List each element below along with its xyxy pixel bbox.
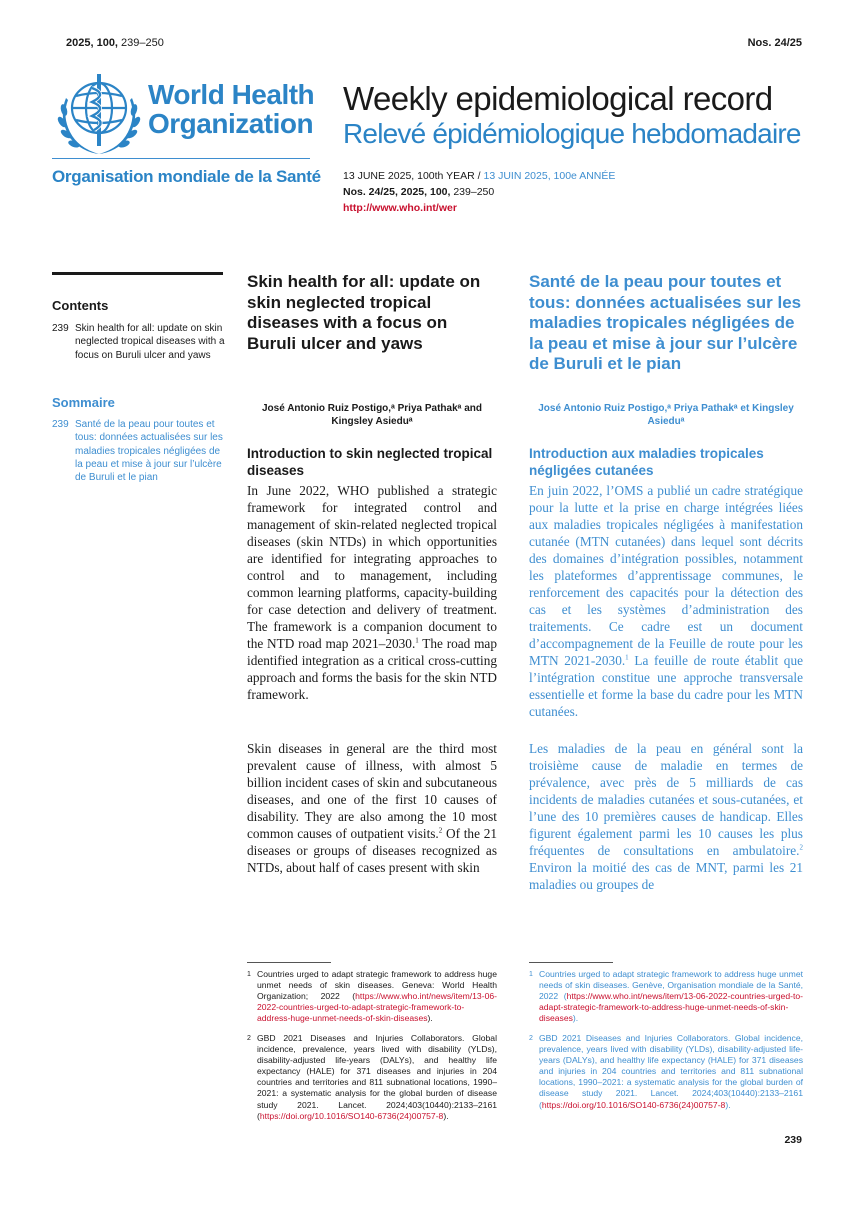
sommaire-item-text: Santé de la peau pour toutes et tous: données actualisées sur les maladies tropicales négligées de la peau et mise à jour sur l’ulcère de Buruli et le pian	[75, 419, 223, 484]
contents-page-number: 239	[52, 323, 69, 334]
footnote-ref-1[interactable]: 1	[415, 636, 419, 645]
footnote-link[interactable]: https://www.who.int/news/item/13-06-2022-countries-urged-to-adapt-strategic-framework-to-address-huge-unmet-needs-of-skin-diseases	[257, 991, 497, 1024]
paragraph-2-en	[247, 740, 497, 876]
issue-numbers	[343, 186, 494, 198]
journal-title-en: Weekly epidemiological record	[343, 80, 773, 117]
article-title-en: Skin health for all: update on skin neglected tropical diseases with a focus on Buruli ulcer and yaws	[247, 272, 481, 353]
issue-pages: 239–250	[450, 186, 495, 198]
paragraph-2-fr	[529, 740, 803, 893]
paragraph-2-fr-text-cont: Environ la moitié des cas de MNT, parmi les 21 maladies ou groupes de	[529, 860, 803, 892]
footnote-text: GBD 2021 Diseases and Injuries Collaborators. Global incidence, prevalence, years lived with disability (YLDs), disability-adjusted life-years (DALYs), and healthy life expectancy (HALE) for 371 diseases and injuries in 204 countries and territories and 811 subnational locations, 1990–2021: a systematic analysis for the global burden of disease study 2021. Lancet. 2024;403(10440):2133–2161 (	[539, 1033, 803, 1110]
journal-title-fr: Relevé épidémiologique hebdomadaire	[343, 118, 801, 149]
paragraph-2-fr-text: Les maladies de la peau en général sont la troisième cause de maladie en termes de prévalence, avec près de 5 milliards de cas incidents de maladies cutanées et sous-cutanées, et l’une des 10 premières causes de handicap. Elles figurent également parmi les 10 causes les plus fréquentes de consultations en ambulatoire.	[529, 741, 803, 858]
paragraph-1-fr-text: En juin 2022, l’OMS a publié un cadre stratégique pour la lutte et la prise en charge intégrées liées aux maladies tropicales négligées à manifestation cutanée (MTN cutanées) dans lequel sont décrits des domaines d’intégration possibles, notamment les plateformes d’apprentissage communes, le renforcement des capacités pour la détection des cas et les systèmes d’administration des traitements. Ce cadre est un document d’accompagnement de la Feuille de route pour les MTN 2021-2030.	[529, 483, 803, 668]
contents-item-text: Skin health for all: update on skin neglected tropical diseases with a focus on Buruli ulcer and yaws	[75, 323, 225, 361]
paragraph-1-en-text-cont: The road map identified integration as a critical cross-cutting approach and forms the basis for the skin NTD framework.	[247, 636, 497, 702]
section-heading-en: Introduction to skin neglected tropical diseases	[247, 446, 493, 478]
section-heading-fr: Introduction aux maladies tropicales négligées cutanées	[529, 446, 764, 478]
footnote-ref-2-fr[interactable]: 2	[799, 843, 803, 852]
footnote-text: GBD 2021 Diseases and Injuries Collaborators. Global incidence, prevalence, years lived with disability (YLDs), disability-adjusted life-years (DALYs), and healthy life expectancy (HALE) for 371 diseases and injuries in 204 countries and territories and 811 subnational locations, 1990–2021: a systematic analysis for the global burden of disease study 2021. Lancet. 2024;403(10440):2133–2161 (	[257, 1033, 497, 1121]
paragraph-1-en	[247, 482, 497, 703]
footnote-ref-2[interactable]: 2	[438, 826, 443, 835]
sommaire-item[interactable]	[52, 418, 227, 484]
citation-volume: 2025, 100,	[66, 37, 118, 49]
footnote-number: 1	[247, 971, 251, 978]
footnote-link[interactable]: https://www.who.int/news/item/13-06-2022-countries-urged-to-adapt-strategic-framework-to-address-huge-unmet-needs-of-skin-diseases	[539, 991, 803, 1024]
authors-en: José Antonio Ruiz Postigo,ᵃ Priya Pathakᵃ and Kingsley Asieduᵃ	[262, 403, 482, 427]
authors-fr: José Antonio Ruiz Postigo,ᵃ Priya Pathakᵃ et Kingsley Asieduᵃ	[538, 403, 794, 427]
toc-rule	[52, 272, 223, 275]
footnote-rule-fr	[529, 962, 613, 963]
footnote-end: ).	[443, 1110, 449, 1121]
footnote-link[interactable]: https://doi.org/10.1016/SO140-6736(24)00757-8	[541, 1099, 726, 1110]
who-name-en	[148, 80, 314, 138]
footnote-end: ).	[725, 1099, 731, 1110]
footnote-2-fr	[529, 1033, 803, 1111]
footnote-end: ).	[427, 1013, 433, 1024]
footnote-text: Countries urged to adapt strategic framework to address huge unmet needs of skin diseases. Geneva: World Health Organization; 2022 (	[257, 969, 497, 1002]
who-name-fr: Organisation mondiale de la Santé	[52, 167, 321, 186]
running-citation	[66, 37, 164, 49]
paragraph-2-en-text-cont: Of the 21 diseases or groups of diseases recognized as NTDs, about half of cases present with skin	[247, 826, 497, 875]
sommaire-page-number: 239	[52, 419, 69, 430]
footnote-1-en	[247, 969, 497, 1024]
running-issue: Nos. 24/25	[747, 37, 802, 49]
footnote-text: Countries urged to adapt strategic framework to address huge unmet needs of skin diseases. Genève, Organisation mondiale de la Santé, 2022 (	[539, 969, 803, 1002]
footnote-number: 2	[529, 1035, 533, 1042]
logo-divider	[52, 158, 310, 159]
paragraph-1-fr	[529, 482, 803, 720]
journal-url-link[interactable]: http://www.who.int/wer	[343, 202, 457, 214]
contents-heading: Contents	[52, 298, 109, 313]
footnote-number: 2	[247, 1035, 251, 1042]
footnote-ref-1-fr[interactable]: 1	[625, 653, 629, 662]
contents-item[interactable]	[52, 322, 227, 362]
sommaire-heading: Sommaire	[52, 395, 115, 410]
paragraph-1-fr-text-cont: La feuille de route établit que l’intégration constitue une approche transversale essentielle et forme la base du cadre pour les MTN cutanées.	[529, 653, 804, 719]
who-name-line1: World Health	[148, 79, 315, 110]
issue-date-en: 13 JUNE 2025, 100th YEAR /	[343, 170, 484, 182]
citation-pages: 239–250	[118, 37, 164, 49]
footnote-rule-en	[247, 962, 331, 963]
footnote-end: ).	[572, 1013, 579, 1024]
issue-numbers-bold: Nos. 24/25, 2025, 100,	[343, 186, 451, 198]
footnote-number: 1	[529, 971, 533, 978]
issue-date	[343, 170, 615, 182]
article-title-fr: Santé de la peau pour toutes et tous: données actualisées sur les maladies tropicales négligées de la peau et mise à jour sur l’ulcère de Buruli et le pian	[529, 272, 802, 373]
issue-date-fr: 13 JUIN 2025, 100e ANNÉE	[483, 170, 616, 182]
page-number: 239	[784, 1134, 802, 1146]
footnote-link[interactable]: https://doi.org/10.1016/SO140-6736(24)00757-8	[259, 1110, 444, 1121]
paragraph-2-en-text: Skin diseases in general are the third most prevalent cause of illness, with almost 5 billion incident cases of skin and subcutaneous diseases, and one of the first 10 causes of disability. They are also among the 10 most common causes of outpatient visits.	[247, 741, 497, 841]
who-name-line2: Organization	[148, 108, 314, 139]
footnote-1-fr	[529, 969, 803, 1024]
paragraph-1-en-text: In June 2022, WHO published a strategic framework for integrated control and management of skin-related neglected tropical diseases (skin NTDs) in which opportunities are identified for integrating approaches to control and to management, including common learning platforms, capacity-building for case detection and delivery of treatment. The framework is a companion document to the NTD road map 2021–2030.	[247, 483, 497, 651]
who-emblem-logo	[52, 68, 146, 162]
footnote-2-en	[247, 1033, 497, 1122]
